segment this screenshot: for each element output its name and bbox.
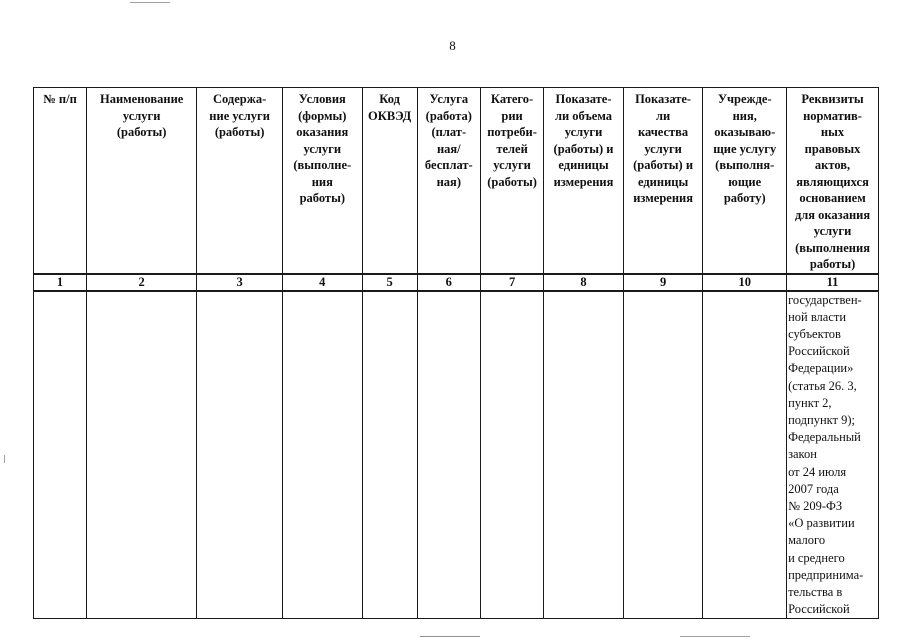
header-cell-volume-indicators: Показате- ли объема услуги (работы) и единицы измерения [544, 88, 624, 274]
header-cell-institutions: Учрежде- ния, оказываю- щие услугу (выполня- ющие работу) [703, 88, 787, 274]
column-number: 9 [623, 274, 703, 291]
table-cell [417, 291, 480, 619]
table-header-row [34, 88, 879, 274]
header-cell-paid-free: Услуга (работа) (плат- ная/ бесплат- ная) [417, 88, 480, 274]
header-cell-number: № п/п [34, 88, 87, 274]
table-cell [282, 291, 362, 619]
header-cell-legal-acts: Реквизиты норматив- ных правовых актов, являющихся основанием для оказания услуги (выполнения работы) [787, 88, 879, 274]
column-number: 11 [787, 274, 879, 291]
column-number-row [34, 274, 879, 291]
column-number: 3 [197, 274, 283, 291]
column-number: 4 [282, 274, 362, 291]
header-cell-okved-code: Код ОКВЭД [362, 88, 417, 274]
header-cell-consumer-categories: Катего- рии потреби- телей услуги (работы) [480, 88, 543, 274]
column-number: 2 [87, 274, 197, 291]
table-cell [544, 291, 624, 619]
table-cell [34, 291, 87, 619]
table-cell [197, 291, 283, 619]
table-row [34, 291, 879, 619]
scan-artifact [680, 636, 750, 637]
scan-artifact [4, 455, 5, 463]
header-cell-service-content: Содержа- ние услуги (работы) [197, 88, 283, 274]
scan-artifact [130, 2, 170, 3]
table-cell [703, 291, 787, 619]
column-number: 1 [34, 274, 87, 291]
table-cell [480, 291, 543, 619]
header-cell-service-name: Наименование услуги (работы) [87, 88, 197, 274]
column-number: 7 [480, 274, 543, 291]
column-number: 8 [544, 274, 624, 291]
table-cell [623, 291, 703, 619]
legal-acts-cell: государствен- ной власти субъектов Российской Федерации» (статья 26. 3, пункт 2, подпункт 9); Федеральный закон от 24 июля 2007 года № 209-ФЗ «О развитии малого и среднего предпринима- тельства в Российской [787, 291, 879, 619]
table-cell [362, 291, 417, 619]
header-cell-conditions: Условия (формы) оказания услуги (выполне- ния работы) [282, 88, 362, 274]
header-cell-quality-indicators: Показате- ли качества услуги (работы) и единицы измерения [623, 88, 703, 274]
column-number: 10 [703, 274, 787, 291]
table-cell [87, 291, 197, 619]
services-table [33, 87, 879, 619]
page-number: 8 [449, 38, 456, 53]
scan-artifact [420, 636, 480, 637]
column-number: 5 [362, 274, 417, 291]
column-number: 6 [417, 274, 480, 291]
